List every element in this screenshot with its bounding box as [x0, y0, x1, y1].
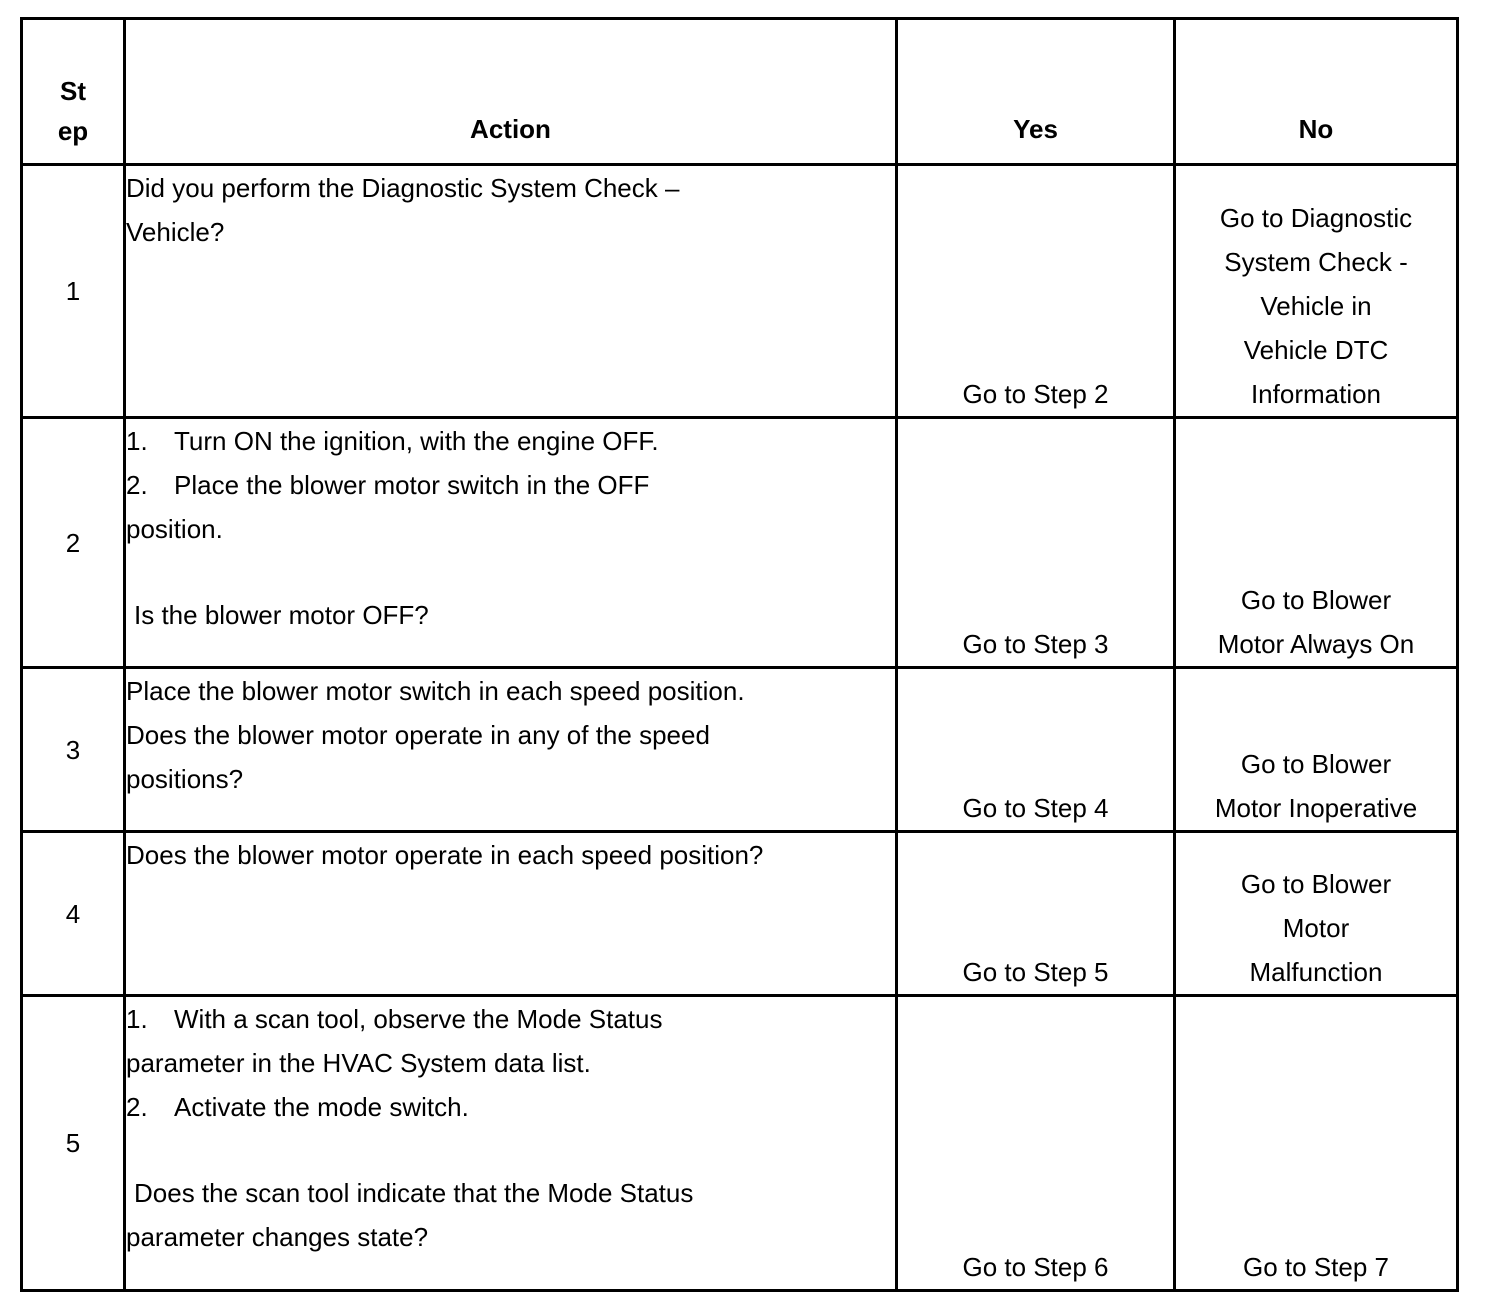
no-cell: [1175, 165, 1458, 418]
action-line: position.: [126, 514, 223, 544]
action-question: Is the blower motor OFF?: [134, 600, 429, 630]
step-number: 3: [22, 668, 125, 832]
action-question: Does the scan tool indicate that the Mode Status: [134, 1178, 694, 1208]
no-line: Motor Inoperative: [1214, 793, 1418, 823]
no-line: Malfunction: [1249, 957, 1383, 987]
no-cell: [1175, 832, 1458, 996]
no-cell: [1175, 668, 1458, 832]
no-line: Go to Blower: [1240, 749, 1392, 779]
yes-cell: Go to Step 5: [897, 832, 1175, 996]
header-yes: Yes: [897, 19, 1175, 165]
table-row: [22, 668, 1458, 832]
header-no: No: [1175, 19, 1458, 165]
step-number: 2: [22, 418, 125, 668]
action-line: parameter in the HVAC System data list.: [126, 1048, 591, 1078]
no-line: Motor Always On: [1217, 629, 1415, 659]
action-line: Did you perform the Diagnostic System Check –: [126, 173, 680, 203]
list-text: With a scan tool, observe the Mode Status: [174, 1004, 663, 1034]
action-list-item: [126, 1085, 895, 1129]
no-line: Information: [1250, 379, 1382, 409]
action-line: Does the blower motor operate in each speed position?: [126, 840, 764, 870]
list-number: 2.: [126, 1092, 148, 1122]
action-line: Vehicle?: [126, 217, 225, 247]
table-row: [22, 832, 1458, 996]
action-question: parameter changes state?: [126, 1222, 429, 1252]
action-list-item: [126, 419, 895, 463]
yes-cell: Go to Step 2: [897, 165, 1175, 418]
yes-cell: Go to Step 3: [897, 418, 1175, 668]
diagnostic-table: [20, 17, 1459, 1292]
no-cell: [1175, 418, 1458, 668]
no-cell: Go to Step 7: [1175, 996, 1458, 1291]
header-step-line-2: ep: [57, 116, 89, 146]
list-text: Turn ON the ignition, with the engine OFF.: [174, 426, 659, 456]
action-line: Does the blower motor operate in any of the speed: [126, 720, 710, 750]
table-row: [22, 418, 1458, 668]
action-line: positions?: [126, 764, 244, 794]
header-step-line-1: St: [60, 76, 86, 106]
no-line: Go to Blower: [1240, 869, 1392, 899]
table-row: [22, 165, 1458, 418]
action-list-item: [126, 463, 895, 507]
action-cell: [125, 668, 897, 832]
header-row: [22, 19, 1458, 165]
step-number: 4: [22, 832, 125, 996]
step-number: 1: [22, 165, 125, 418]
list-number: 1.: [126, 426, 148, 456]
list-number: 1.: [126, 1004, 148, 1034]
action-cell: [125, 418, 897, 668]
no-line: Vehicle DTC: [1243, 335, 1389, 365]
yes-cell: Go to Step 6: [897, 996, 1175, 1291]
no-line: Go to Diagnostic: [1219, 203, 1413, 233]
action-cell: [125, 832, 897, 996]
action-line: Place the blower motor switch in each speed position.: [126, 676, 745, 706]
yes-cell: Go to Step 4: [897, 668, 1175, 832]
table-row: [22, 996, 1458, 1291]
list-text: Place the blower motor switch in the OFF: [174, 470, 650, 500]
no-line: System Check -: [1224, 247, 1408, 277]
action-cell: [125, 165, 897, 418]
list-number: 2.: [126, 470, 148, 500]
no-line: Go to Blower: [1240, 585, 1392, 615]
no-line: Motor: [1282, 913, 1350, 943]
action-cell: [125, 996, 897, 1291]
list-text: Activate the mode switch.: [174, 1092, 469, 1122]
step-number: 5: [22, 996, 125, 1291]
header-action: Action: [125, 19, 897, 165]
no-line: Vehicle in: [1260, 291, 1372, 321]
header-step: [22, 19, 125, 165]
action-list-item: [126, 997, 895, 1041]
